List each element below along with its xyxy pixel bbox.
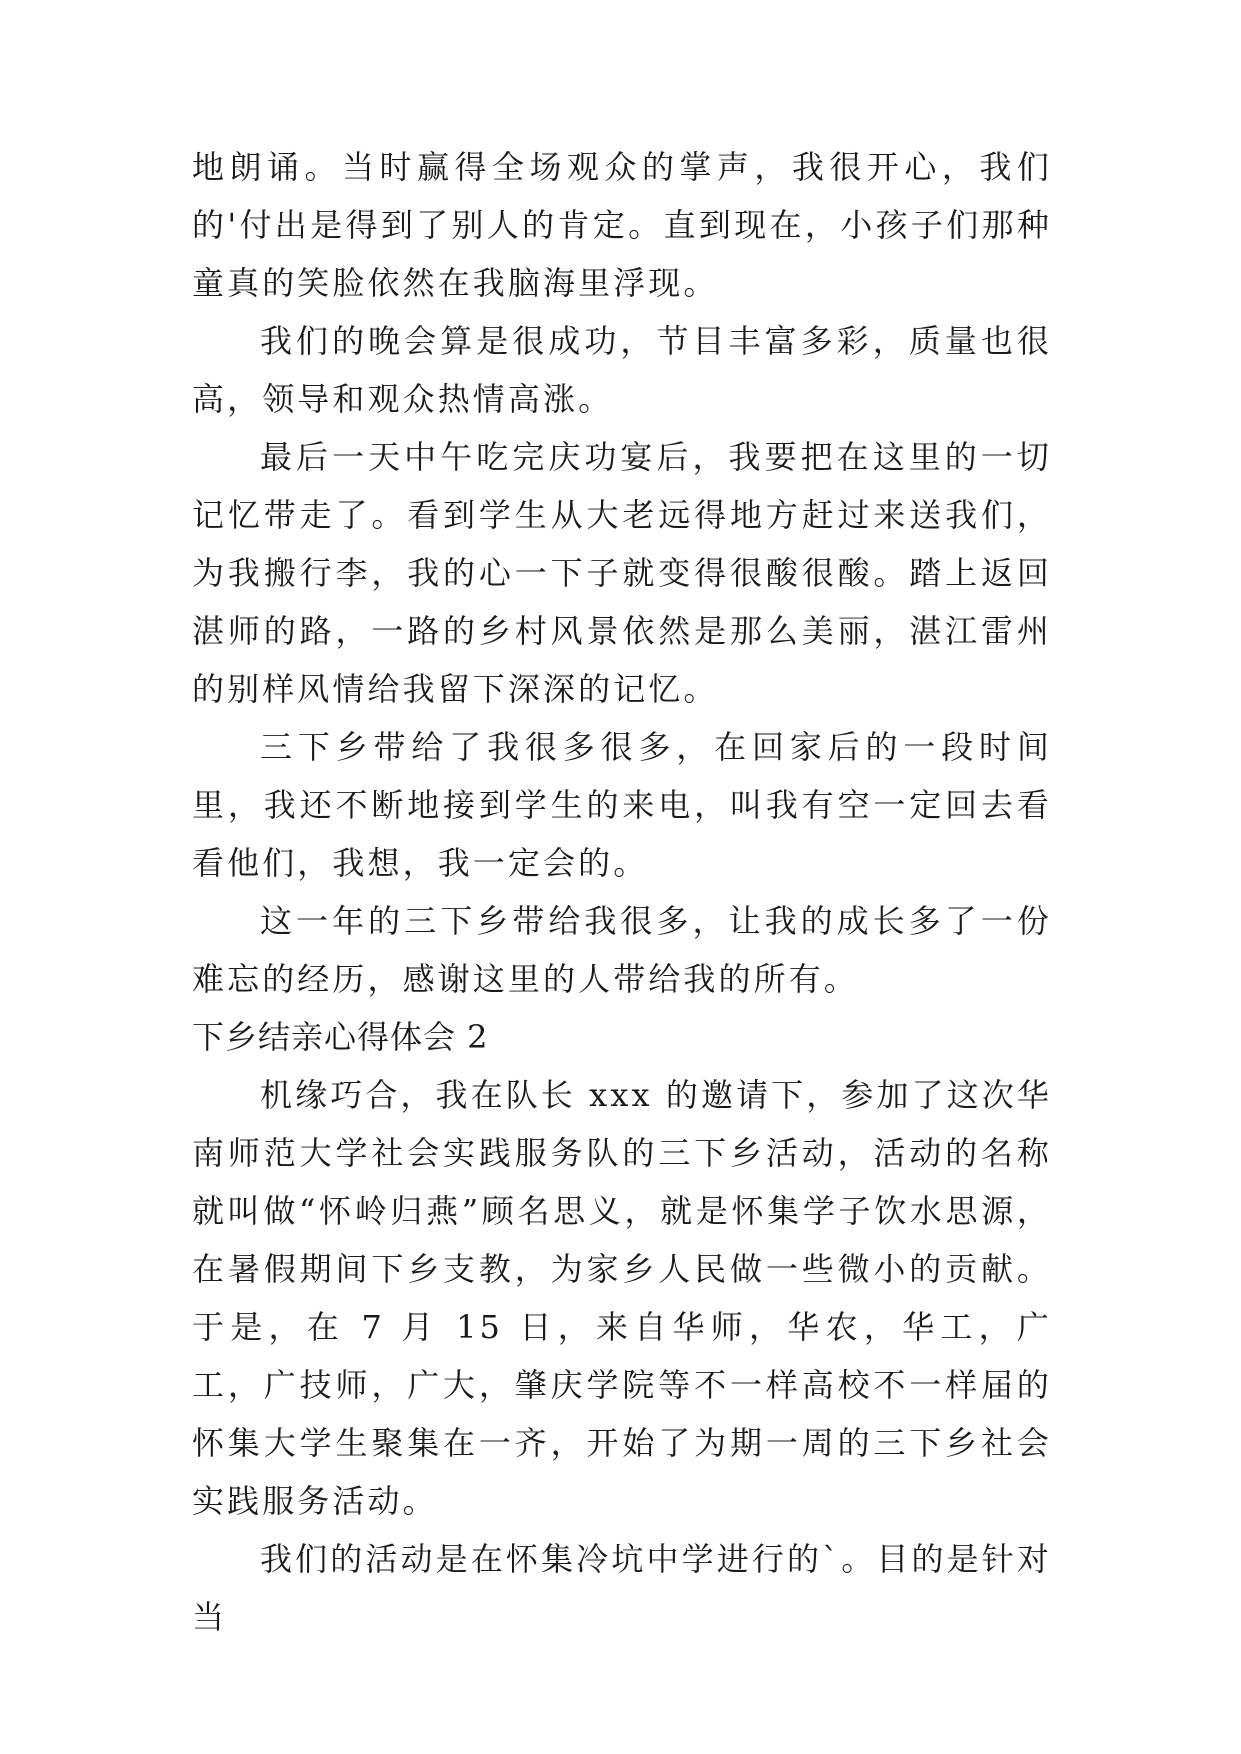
paragraph-5: 这一年的三下乡带给我很多，让我的成长多了一份难忘的经历，感谢这里的人带给我的所有。 bbox=[192, 902, 1052, 998]
paragraph-1: 地朗诵。当时赢得全场观众的掌声，我很开心，我们的'付出是得到了别人的肯定。直到现在，小孩子们那种童真的笑脸依然在我脑海里浮现。 bbox=[192, 148, 1052, 302]
paragraph-2: 我们的晚会算是很成功，节目丰富多彩，质量也很高，领导和观众热情高涨。 bbox=[192, 322, 1052, 418]
paragraph-7: 我们的活动是在怀集冷坑中学进行的`。目的是针对当 bbox=[192, 1540, 1052, 1636]
paragraph-6: 机缘巧合，我在队长 xxx 的邀请下，参加了这次华南师范大学社会实践服务队的三下乡活动，活动的名称就叫做“怀岭归燕”顾名思义，就是怀集学子饮水思源，在暑假期间下乡支教，为家乡人民做一些微小的贡献。于是，在 7 月 15 日，来自华师，华农，华工，广工，广技师，广大，肇庆学院等不一样高校不一样届的怀集大学生聚集在一齐，开始了为期一周的三下乡社会实践服务活动。 bbox=[192, 1076, 1052, 1520]
paragraph-4: 三下乡带给了我很多很多，在回家后的一段时间里，我还不断地接到学生的来电，叫我有空一定回去看看他们，我想，我一定会的。 bbox=[192, 728, 1052, 882]
paragraph-3: 最后一天中午吃完庆功宴后，我要把在这里的一切记忆带走了。看到学生从大老远得地方赶过来送我们，为我搬行李，我的心一下子就变得很酸很酸。踏上返回湛师的路，一路的乡村风景依然是那么美丽，湛江雷州的别样风情给我留下深深的记忆。 bbox=[192, 438, 1052, 708]
section-heading: 下乡结亲心得体会 2 bbox=[192, 1018, 489, 1056]
document-body bbox=[192, 138, 1052, 1646]
